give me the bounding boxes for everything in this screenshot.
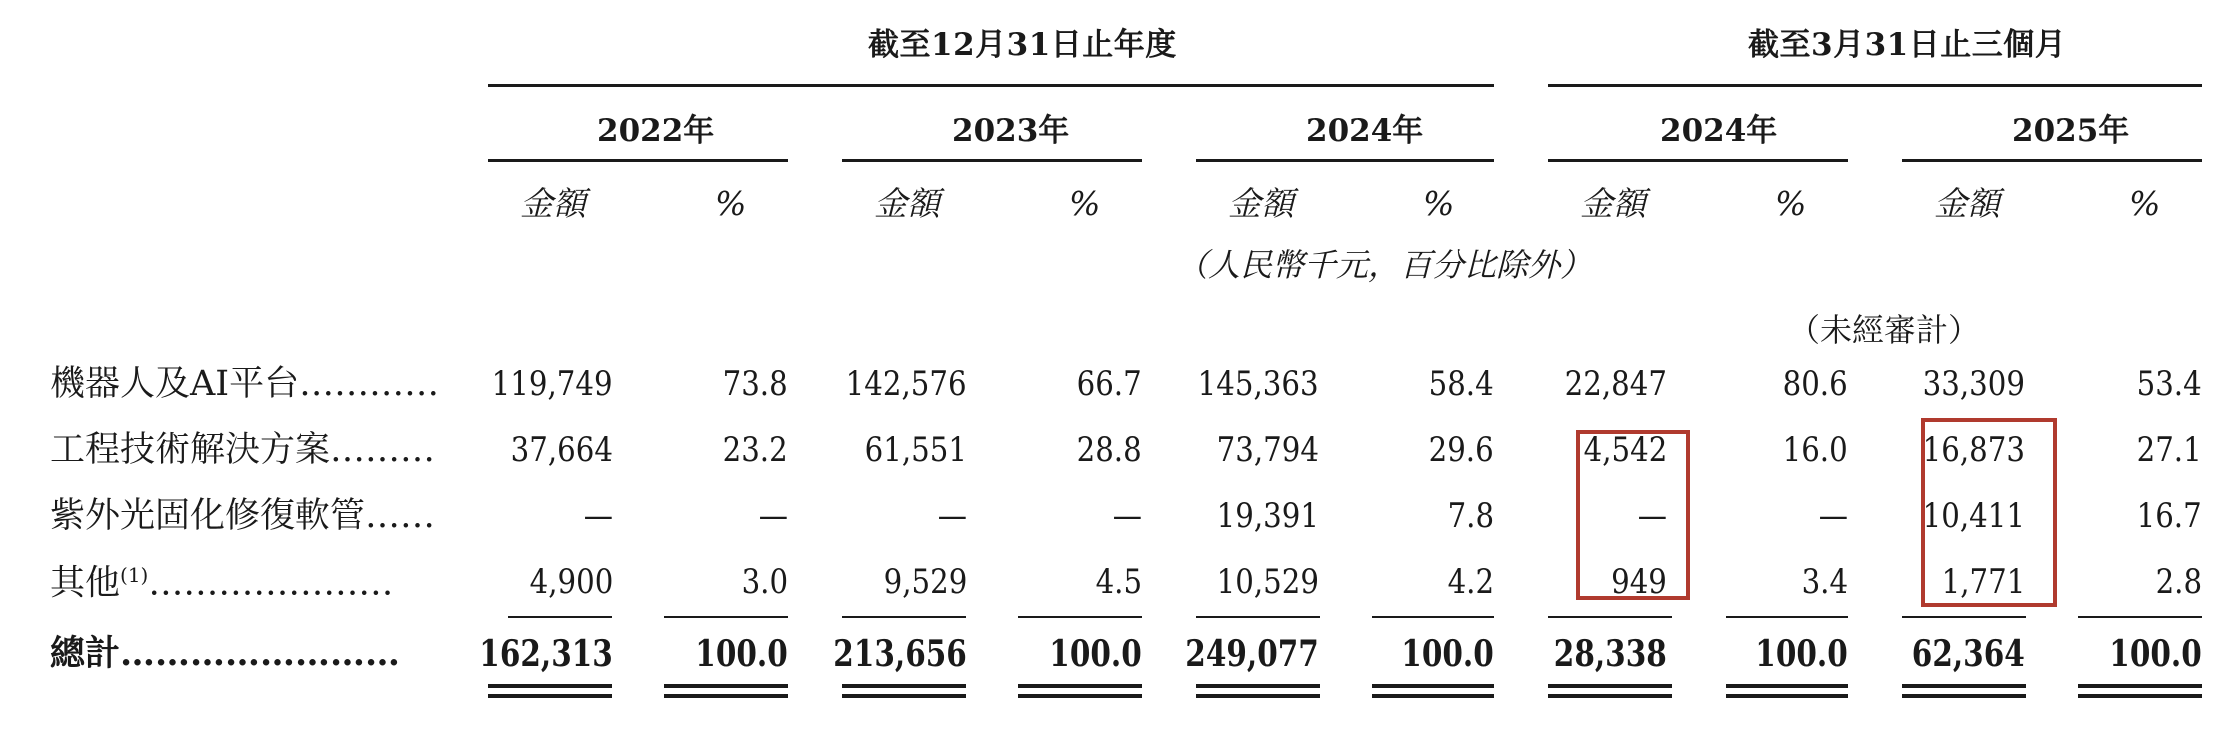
cell: 3.4 [1801,562,1848,602]
cell: 23.2 [722,430,788,470]
total-double-underline [1902,684,2026,688]
header-three-months-ended: 截至3月31日止三個月 [1748,27,2067,63]
divider-year-2023 [842,159,1142,162]
subtotal-line [1548,616,1672,618]
unit-note: （人民幣千元，百分比除外） [1176,246,1593,284]
cell: 61,551 [864,430,967,470]
cell: 3.0 [741,562,788,602]
cell: 4,900 [529,562,613,602]
total-cell: 62,364 [1912,633,2025,675]
total-double-underline [664,694,788,698]
row-label-total: 總計…………………… [50,633,401,674]
total-double-underline [1902,694,2026,698]
total-cell: 213,656 [833,633,967,675]
divider-year-2022 [488,159,788,162]
cell: 22,847 [1564,364,1667,404]
year-2024-annual: 2024年 [1306,113,1424,149]
cell: 142,576 [846,364,967,404]
cell: 29.6 [1428,430,1494,470]
row-label-engineering: 工程技術解決方案……… [50,430,436,470]
total-double-underline [1726,694,1848,698]
total-double-underline [1196,684,1320,688]
total-double-underline [842,684,966,688]
total-cell: 249,077 [1185,633,1319,675]
total-double-underline [1548,694,1672,698]
total-double-underline [1372,684,1494,688]
cell: 4.2 [1447,562,1494,602]
cell: 2.8 [2155,562,2202,602]
col-amount-2023: 金額 [874,184,940,223]
cell: 37,664 [510,430,613,470]
cell: 28.8 [1076,430,1142,470]
cell: — [1112,496,1142,536]
subtotal-line [1196,616,1320,618]
divider-year-2024-q1 [1548,159,1848,162]
cell: 27.1 [2136,430,2202,470]
col-amount-2022: 金額 [520,184,586,223]
divider-group1 [488,84,1494,87]
cell: 119,749 [492,364,613,404]
total-double-underline [1018,684,1142,688]
year-2024-q1: 2024年 [1660,113,1778,149]
highlight-box-2024-q1-amount [1576,430,1690,600]
total-double-underline [488,684,612,688]
divider-group2 [1548,84,2202,87]
total-double-underline [1372,694,1494,698]
subtotal-line [2078,616,2202,618]
cell: 7.8 [1447,496,1494,536]
cell: 4,542 [1583,430,1667,470]
cell: — [1637,496,1667,536]
cell: 949 [1611,562,1667,602]
cell: 1,771 [1941,562,2025,602]
cell: — [583,496,613,536]
subtotal-line [1018,616,1142,618]
total-double-underline [664,684,788,688]
row-label-uv-cured-pipe: 紫外光固化修復軟管…… [50,496,436,536]
total-double-underline [1548,684,1672,688]
cell: 16,873 [1922,430,2025,470]
cell: 4.5 [1095,562,1142,602]
col-pct-2022: % [715,184,747,223]
total-double-underline [2078,684,2202,688]
col-amount-2024-q1: 金額 [1580,184,1646,223]
total-cell: 100.0 [1049,633,1142,675]
year-2025-q1: 2025年 [2012,113,2130,149]
subtotal-line [664,616,788,618]
subtotal-line [1902,616,2026,618]
subtotal-line [1726,616,1848,618]
subtotal-line [842,616,966,618]
total-double-underline [1018,694,1142,698]
unaudited-note: （未經審計） [1788,311,1981,349]
total-cell: 100.0 [2109,633,2202,675]
cell: 73,794 [1216,430,1319,470]
year-2023: 2023年 [952,113,1070,149]
cell: 53.4 [2136,364,2202,404]
footnote-marker: (1) [120,563,149,587]
cell: 10,411 [1922,496,2025,536]
row-label-others: 其他$^{(1)}$………………… [50,563,394,604]
col-pct-2025-q1: % [2129,184,2161,223]
total-double-underline [2078,694,2202,698]
subtotal-line [508,616,612,618]
total-cell: 100.0 [695,633,788,675]
cell: 73.8 [722,364,788,404]
cell: 33,309 [1922,364,2025,404]
total-double-underline [1196,694,1320,698]
total-double-underline [1726,684,1848,688]
subtotal-line [1372,616,1494,618]
col-pct-2024: % [1423,184,1455,223]
divider-year-2024 [1196,159,1494,162]
highlight-box-2025-q1-amount [1921,418,2057,607]
total-cell: 28,338 [1554,633,1667,675]
cell: 9,529 [883,562,967,602]
col-amount-2024: 金額 [1228,184,1294,223]
cell: — [1818,496,1848,536]
total-cell: 100.0 [1755,633,1848,675]
cell: 16.0 [1782,430,1848,470]
col-pct-2024-q1: % [1775,184,1807,223]
total-double-underline [842,694,966,698]
col-amount-2025-q1: 金額 [1934,184,2000,223]
cell: 16.7 [2136,496,2202,536]
cell: — [937,496,967,536]
cell: 10,529 [1216,562,1319,602]
total-cell: 162,313 [479,633,613,675]
cell: 66.7 [1076,364,1142,404]
col-pct-2023: % [1069,184,1101,223]
cell: 80.6 [1782,364,1848,404]
divider-year-2025-q1 [1902,159,2202,162]
total-double-underline [488,694,612,698]
cell: 145,363 [1198,364,1319,404]
row-label-robotics-ai: 機器人及AI平台………… [50,364,440,404]
total-cell: 100.0 [1401,633,1494,675]
year-2022: 2022年 [597,113,715,149]
cell: 58.4 [1428,364,1494,404]
cell: — [758,496,788,536]
cell: 19,391 [1216,496,1319,536]
header-year-ended: 截至12月31日止年度 [868,27,1177,63]
